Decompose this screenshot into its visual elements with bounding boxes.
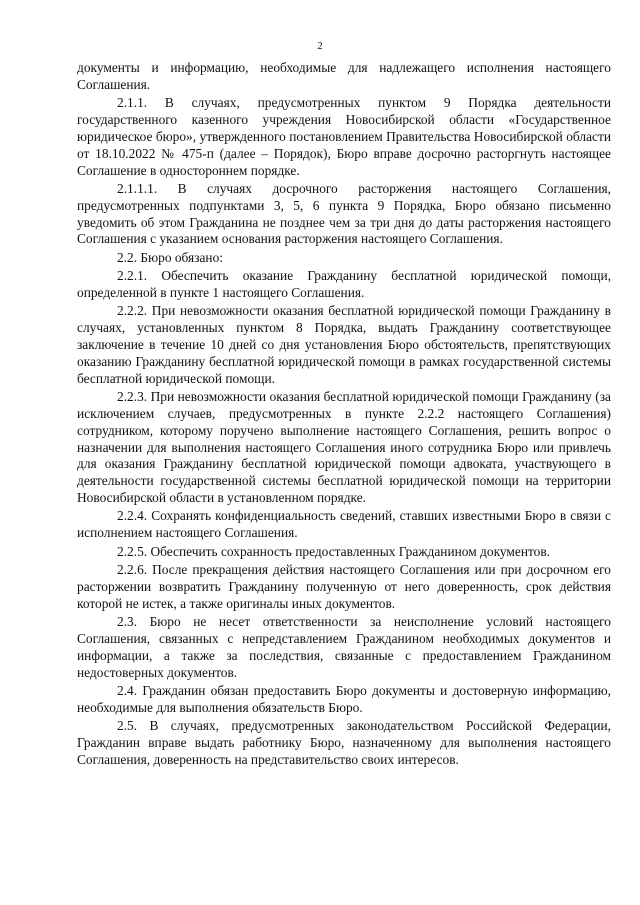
paragraph-2-2-5: 2.2.5. Обеспечить сохранность предоставленных Гражданином документов. [117,543,551,559]
paragraph-2-2: 2.2. Бюро обязано: [117,249,224,265]
document-body [77,60,611,770]
paragraph-2-2-6: 2.2.6. После прекращения действия настоящего Соглашения или при досрочном его расторжении возвратить Гражданину полученную от него доверенность, срок действия которой не истек, а также оригиналы иных документов. [77,561,611,611]
paragraph-2-1-1: 2.1.1. В случаях, предусмотренных пунктом 9 Порядка деятельности государственного казенного учреждения Новосибирской области «Государственное юридическое бюро», утвержденного постановлением Правительства Новосибирской области от 18.10.2022 № 475-п (далее – Порядок), Бюро вправе досрочно расторгнуть настоящее Соглашение в одностороннем порядке. [77,95,611,178]
paragraph-continuation: документы и информацию, необходимые для надлежащего исполнения настоящего Соглашения. [77,60,611,92]
paragraph-2-4: 2.4. Гражданин обязан предоставить Бюро документы и достоверную информацию, необходимые для выполнения обязательств Бюро. [77,682,611,715]
page-number: 2 [317,40,323,52]
paragraph-2-5: 2.5. В случаях, предусмотренных законодательством Российской Федерации, Гражданин вправе выдать работнику Бюро, назначенному для выполнения настоящего Соглашения, доверенность на представительство своих интересов. [77,718,611,767]
paragraph-2-2-1: 2.2.1. Обеспечить оказание Гражданину бесплатной юридической помощи, определенной в пункте 1 настоящего Соглашения. [77,268,611,300]
paragraph-2-2-4: 2.2.4. Сохранять конфиденциальность сведений, ставших известными Бюро в связи с исполнением настоящего Соглашения. [77,508,611,541]
paragraph-2-2-2: 2.2.2. При невозможности оказания бесплатной юридической помощи Гражданину в случаях, установленных пунктом 8 Порядка, выдать Гражданину соответствующее заключение в течение 10 дней со дня установления Бюро обстоятельств, препятствующих оказанию Гражданину бесплатной юридической помощи в рамках государственной системы бесплатной юридической помощи. [77,303,611,386]
paragraph-2-1-1-1: 2.1.1.1. В случаях досрочного расторжения настоящего Соглашения, предусмотренных подпунктами 3, 5, 6 пункта 9 Порядка, Бюро обязано письменно уведомить об этом Гражданина не позднее чем за три дня до даты расторжения настоящего Соглашения с указанием основания расторжения настоящего Соглашения. [77,180,611,247]
paragraph-2-2-3: 2.2.3. При невозможности оказания бесплатной юридической помощи Гражданину (за исключением случаев, предусмотренных в пункте 2.2.2 настоящего Соглашения) сотрудником, которому поручено выполнение настоящего Соглашения, решить вопрос о назначении для выполнения настоящего Соглашения иного сотрудника Бюро или привлечь для оказания Гражданину бесплатной юридической помощи адвоката, участвующего в деятельности государственной системы бесплатной юридической помощи на территории Новосибирской области в установленном порядке. [77,389,611,506]
paragraph-2-3: 2.3. Бюро не несет ответственности за неисполнение условий настоящего Соглашения, связанных с непредставлением Гражданином необходимых документов и информации, а также за последствия, связанные с предоставлением Гражданином недостоверных документов. [77,614,611,680]
